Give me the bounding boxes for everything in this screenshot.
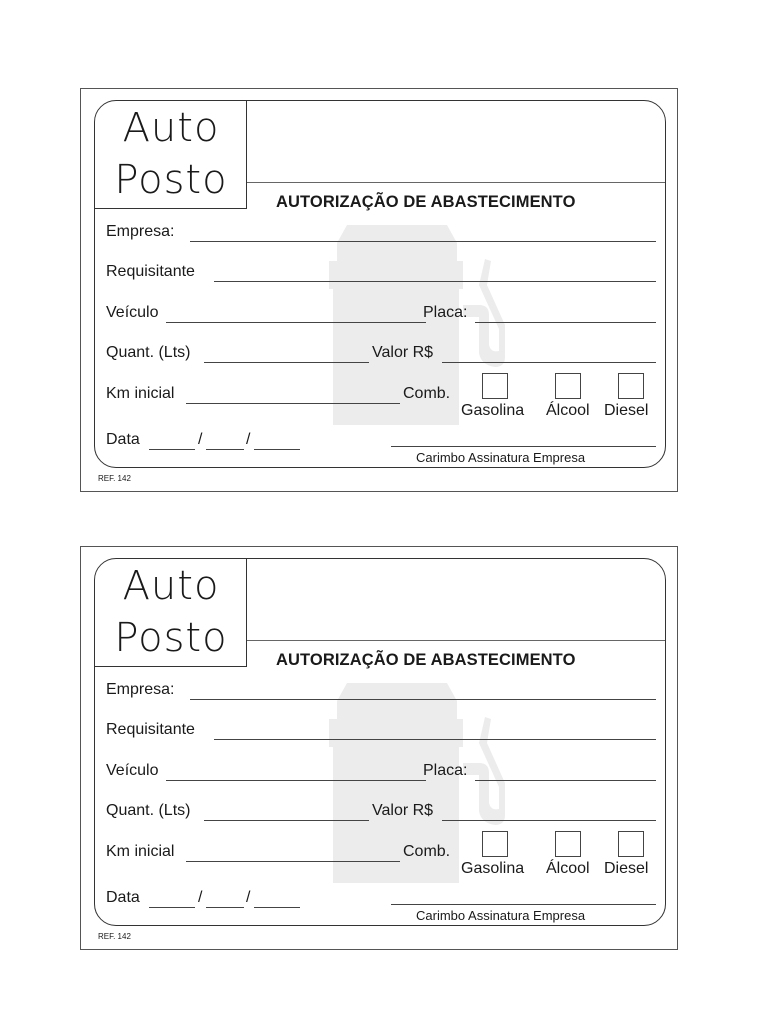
gasolina-checkbox[interactable]: [482, 831, 508, 857]
diesel-checkbox[interactable]: [618, 373, 644, 399]
logo-text-line-1: Auto: [122, 105, 220, 151]
empresa-label: Empresa:: [106, 223, 175, 240]
km-inicial-label: Km inicial: [106, 385, 175, 402]
gasolina-checkbox[interactable]: [482, 373, 508, 399]
empresa-field[interactable]: [190, 241, 656, 242]
reference-code: REF. 142: [98, 932, 131, 941]
signature-line[interactable]: [391, 904, 656, 905]
quantidade-label: Quant. (Lts): [106, 344, 191, 361]
reference-code: REF. 142: [98, 474, 131, 483]
form-frame: [94, 100, 666, 468]
quantidade-label: Quant. (Lts): [106, 802, 191, 819]
fuel-authorization-form: [80, 546, 678, 950]
comb-label: Comb.: [403, 843, 451, 860]
veiculo-field[interactable]: [166, 322, 426, 323]
date-separator: /: [246, 889, 251, 906]
date-day-field[interactable]: [149, 449, 195, 450]
valor-label: Valor R$: [372, 802, 434, 819]
logo-text-line-2: Posto: [114, 157, 228, 203]
header-divider: [247, 640, 665, 641]
date-separator: /: [246, 431, 251, 448]
date-separator: /: [198, 889, 203, 906]
diesel-label: Diesel: [604, 860, 649, 877]
veiculo-label: Veículo: [106, 304, 159, 321]
form-frame: [94, 558, 666, 926]
form-title: AUTORIZAÇÃO DE ABASTECIMENTO: [276, 193, 576, 211]
signature-caption: Carimbo Assinatura Empresa: [416, 450, 586, 465]
km-inicial-field[interactable]: [186, 403, 400, 404]
date-year-field[interactable]: [254, 449, 300, 450]
placa-label: Placa:: [423, 762, 468, 779]
header-divider: [247, 182, 665, 183]
km-inicial-label: Km inicial: [106, 843, 175, 860]
veiculo-label: Veículo: [106, 762, 159, 779]
data-label: Data: [106, 431, 140, 448]
placa-field[interactable]: [475, 780, 656, 781]
veiculo-field[interactable]: [166, 780, 426, 781]
requisitante-label: Requisitante: [106, 263, 195, 280]
empresa-field[interactable]: [190, 699, 656, 700]
logo-box: [95, 101, 247, 209]
logo-text-line-2: Posto: [114, 615, 228, 661]
km-inicial-field[interactable]: [186, 861, 400, 862]
date-separator: /: [198, 431, 203, 448]
valor-field[interactable]: [442, 362, 656, 363]
alcool-label: Álcool: [546, 402, 590, 419]
diesel-checkbox[interactable]: [618, 831, 644, 857]
logo-box: [95, 559, 247, 667]
valor-label: Valor R$: [372, 344, 434, 361]
alcool-checkbox[interactable]: [555, 831, 581, 857]
comb-label: Comb.: [403, 385, 451, 402]
placa-field[interactable]: [475, 322, 656, 323]
logo-text-line-1: Auto: [122, 563, 220, 609]
diesel-label: Diesel: [604, 402, 649, 419]
alcool-checkbox[interactable]: [555, 373, 581, 399]
valor-field[interactable]: [442, 820, 656, 821]
signature-caption: Carimbo Assinatura Empresa: [416, 908, 586, 923]
signature-line[interactable]: [391, 446, 656, 447]
form-title: AUTORIZAÇÃO DE ABASTECIMENTO: [276, 651, 576, 669]
requisitante-label: Requisitante: [106, 721, 195, 738]
quantidade-field[interactable]: [204, 362, 369, 363]
empresa-label: Empresa:: [106, 681, 175, 698]
quantidade-field[interactable]: [204, 820, 369, 821]
placa-label: Placa:: [423, 304, 468, 321]
gasolina-label: Gasolina: [461, 860, 525, 877]
date-month-field[interactable]: [206, 449, 244, 450]
requisitante-field[interactable]: [214, 281, 656, 282]
fuel-authorization-form: [80, 88, 678, 492]
gasolina-label: Gasolina: [461, 402, 525, 419]
date-day-field[interactable]: [149, 907, 195, 908]
date-year-field[interactable]: [254, 907, 300, 908]
alcool-label: Álcool: [546, 860, 590, 877]
data-label: Data: [106, 889, 140, 906]
date-month-field[interactable]: [206, 907, 244, 908]
requisitante-field[interactable]: [214, 739, 656, 740]
